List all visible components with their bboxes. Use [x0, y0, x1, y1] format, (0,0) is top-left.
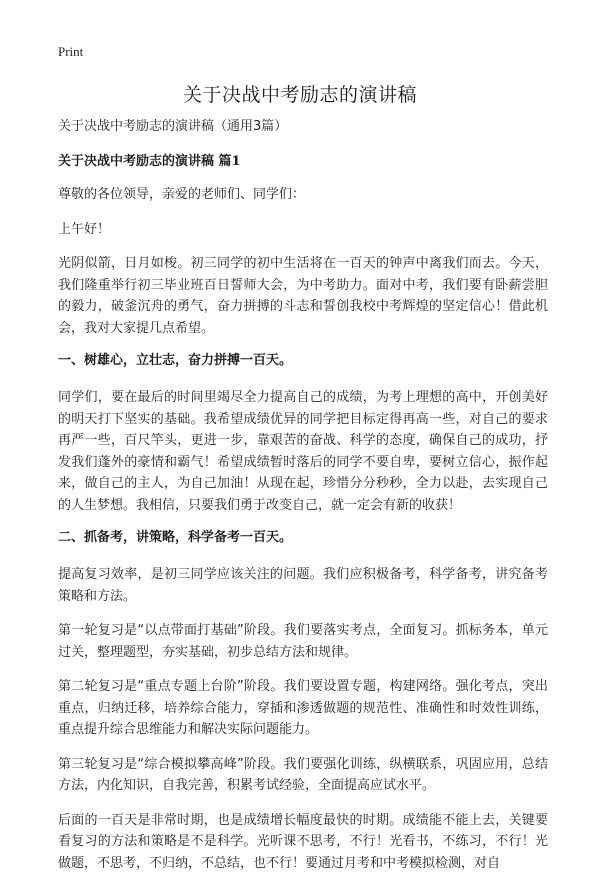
- intro-paragraph: 光阴似箭，日月如梭。初三同学的初中生活将在一百天的钟声中离我们而去。今天，我们隆重举行初三毕业班百日誓师大会，为中考助力。面对中考，我们要有卧薪尝胆的毅力，破釜沉舟的勇气，奋力拼搏的斗志和誓创我校中考辉煌的坚定信心！借此机会，我对大家提几点希望。: [58, 256, 548, 336]
- final-period-paragraph: 后面的一百天是非常时期，也是成绩增长幅度最快的时期。成绩能不能上去，关键要看复习的方法和策略是不是科学。光听课不思考，不行！光看书，不练习，不行！光做题，不思考，不归纳，不总结，也不行！要通过月考和中考模拟检测，对自: [58, 812, 548, 871]
- document-body: [58, 118, 548, 887]
- document-subtitle: 关于决战中考励志的演讲稿（通用3篇）: [58, 119, 288, 134]
- greeting-paragraph: 尊敬的各位领导，亲爱的老师们、同学们：: [58, 187, 306, 202]
- point-two-heading: 二、抓备考，讲策略，科学备考一百天。: [58, 530, 293, 545]
- print-link[interactable]: Print: [58, 44, 84, 59]
- point-one-heading: 一、树雄心，立壮志，奋力拼搏一百天。: [58, 353, 293, 368]
- point-one-paragraph: 同学们，要在最后的时间里竭尽全力提高自己的成绩，为考上理想的高中，开创美好的明天打下坚实的基础。我希望成绩优异的同学把目标定得再高一些，对自己的要求再严一些，百尺竿头，更进一步，靠艰苦的奋战、科学的态度，确保自己的成功，抒发我们蓬外的豪情和霸气！希望成绩暂时落后的同学不要自卑，要树立信心，振作起来，做自己的主人，为自己加油！从现在起，珍惜分分秒秒，全力以赴，去实现自己的人生梦想。我相信，只要我们勇于改变自己，就一定会有新的收获！: [58, 390, 548, 513]
- first-round-paragraph: 第一轮复习是“以点带面打基础”阶段。我们要落实考点，全面复习。抓标务本，单元过关，整理题型，夯实基础，初步总结方法和规律。: [58, 623, 548, 660]
- third-round-paragraph: 第三轮复习是“综合模拟攀高峰”阶段。我们要强化训练，纵横联系，巩固应用，总结方法，内化知识，自我完善，积累考试经验，全面提高应试水平。: [58, 756, 548, 793]
- page-title: 关于决战中考励志的演讲稿: [182, 84, 417, 106]
- salutation-paragraph: 上午好！: [58, 221, 111, 237]
- review-efficiency-paragraph: 提高复习效率，是初三同学应该关注的问题。我们应积极备考，科学备考，讲究备考策略和方法。: [58, 567, 548, 604]
- second-round-paragraph: 第二轮复习是“重点专题上台阶”阶段。我们要设置专题，构建网络。强化考点，突出重点，归纳迁移，培养综合能力，穿插和渗透做题的规范性、准确性和时效性训练，重点提升综合思维能力和解决实际问题能力。: [58, 679, 548, 737]
- section-heading: 关于决战中考励志的演讲稿 篇1: [58, 154, 241, 169]
